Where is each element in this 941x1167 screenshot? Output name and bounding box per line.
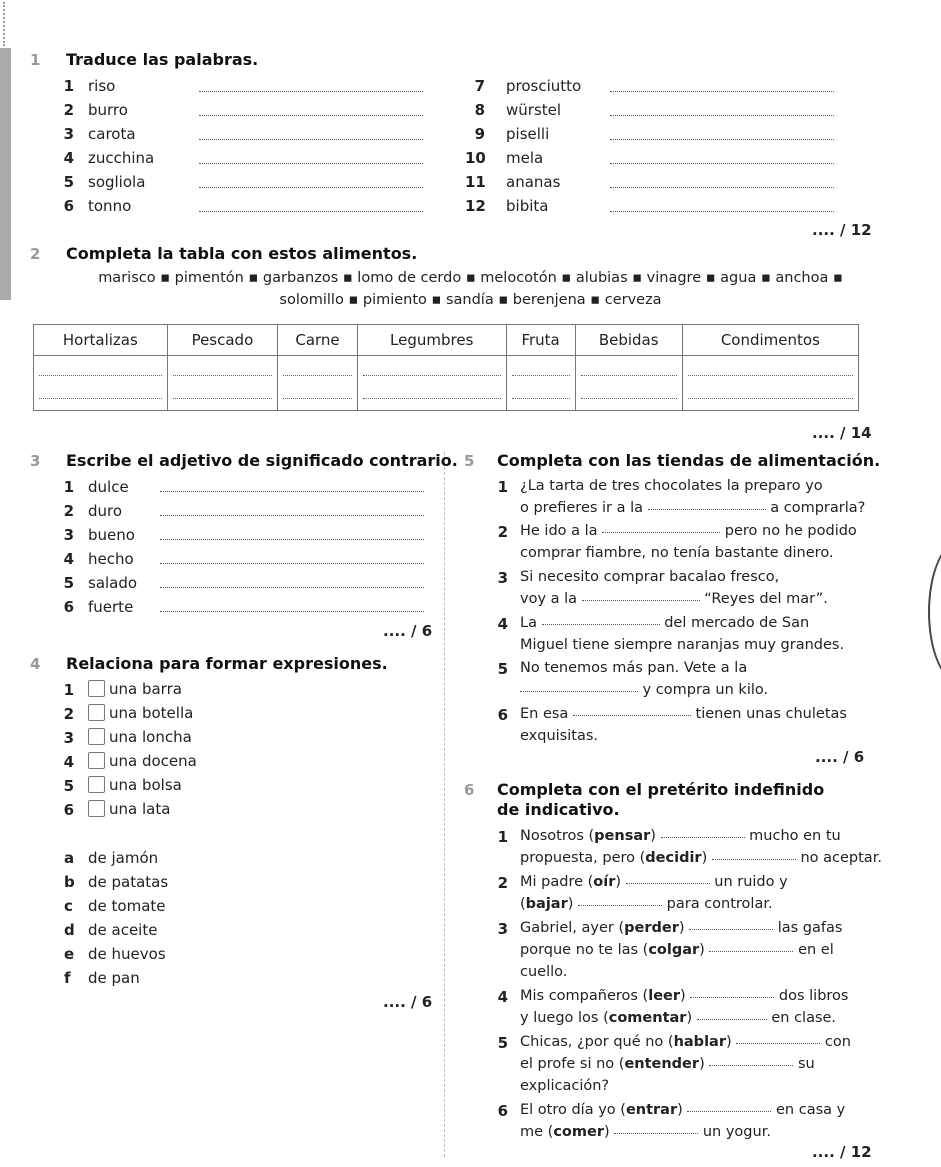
option-letter: d <box>64 921 75 939</box>
answer-gap[interactable] <box>602 532 720 533</box>
item-word: burro <box>88 101 128 119</box>
column-header: Pescado <box>167 325 277 356</box>
question-number: 1 <box>497 478 508 496</box>
question-text: o prefieres ir a la a comprarla? <box>520 500 866 516</box>
option-text: de patatas <box>88 873 169 891</box>
match-item <box>88 680 182 698</box>
answer-gap[interactable] <box>614 1133 698 1134</box>
answer-cell[interactable] <box>167 356 277 411</box>
answer-line[interactable] <box>199 115 423 116</box>
match-item <box>88 704 193 722</box>
section-6-score: .... / 12 <box>812 1143 872 1161</box>
option-letter: f <box>64 969 71 987</box>
question-text: me (comer) un yogur. <box>520 1124 771 1140</box>
item-word: bueno <box>88 526 135 544</box>
item-word: salado <box>88 574 138 592</box>
match-item <box>88 776 182 794</box>
checkbox[interactable] <box>88 776 105 793</box>
question-text: En esa tienen unas chuletas <box>520 706 847 722</box>
item-word: dulce <box>88 478 129 496</box>
checkbox[interactable] <box>88 800 105 817</box>
answer-line[interactable] <box>160 563 424 564</box>
question-text: y luego los (comentar) en clase. <box>520 1010 837 1026</box>
item-number: 4 <box>63 550 74 568</box>
item-word: würstel <box>506 101 562 119</box>
answer-line[interactable] <box>199 187 423 188</box>
answer-line[interactable] <box>610 91 834 92</box>
answer-cell[interactable] <box>682 356 858 411</box>
question-text: (bajar) para controlar. <box>520 896 773 912</box>
question-number: 5 <box>497 660 508 678</box>
item-number: 4 <box>63 753 74 771</box>
answer-gap[interactable] <box>582 600 700 601</box>
question-text: ¿La tarta de tres chocolates la preparo yo <box>520 478 823 494</box>
answer-gap[interactable] <box>648 509 766 510</box>
verb: bajar <box>525 896 568 912</box>
item-number: 6 <box>63 598 74 616</box>
verb: comentar <box>608 1010 687 1026</box>
section-3-score: .... / 6 <box>383 622 433 640</box>
answer-cell[interactable] <box>506 356 575 411</box>
verb: colgar <box>648 942 700 958</box>
item-number: 1 <box>63 77 74 95</box>
item-word: ananas <box>506 173 561 191</box>
section-1-score: .... / 12 <box>812 221 872 239</box>
question-number: 3 <box>497 920 508 938</box>
left-dotted-edge <box>3 2 5 46</box>
answer-gap[interactable] <box>573 715 691 716</box>
question-number: 2 <box>497 523 508 541</box>
answer-line[interactable] <box>160 611 424 612</box>
answer-line[interactable] <box>199 163 423 164</box>
option-letter: a <box>64 849 75 867</box>
food-table <box>33 324 859 411</box>
item-word: carota <box>88 125 136 143</box>
answer-cell[interactable] <box>278 356 358 411</box>
answer-gap[interactable] <box>712 859 796 860</box>
question-text: Gabriel, ayer (perder) las gafas <box>520 920 843 936</box>
section-2-score: .... / 14 <box>812 424 872 442</box>
word-bank-line-2: solomillo ▪ pimiento ▪ sandía ▪ berenjena ▪ cerveza <box>279 292 662 308</box>
answer-gap[interactable] <box>689 929 773 930</box>
verb: entrar <box>625 1102 678 1118</box>
option-text: de tomate <box>88 897 166 915</box>
question-text: Mis compañeros (leer) dos libros <box>520 988 849 1004</box>
answer-gap[interactable] <box>542 624 660 625</box>
item-word: prosciutto <box>506 77 582 95</box>
option-text: de pan <box>88 969 140 987</box>
item-number: 3 <box>63 729 74 747</box>
answer-gap[interactable] <box>661 837 745 838</box>
section-1-number: 1 <box>30 51 41 69</box>
item-number: 2 <box>63 705 74 723</box>
item-word: una botella <box>109 704 194 722</box>
item-number: 2 <box>63 502 74 520</box>
question-text: Mi padre (oír) un ruido y <box>520 874 788 890</box>
item-number: 1 <box>63 681 74 699</box>
answer-cell[interactable] <box>34 356 168 411</box>
column-header: Bebidas <box>575 325 682 356</box>
section-6-number: 6 <box>464 781 475 799</box>
answer-gap[interactable] <box>736 1043 820 1044</box>
answer-line[interactable] <box>160 539 424 540</box>
answer-gap[interactable] <box>578 905 662 906</box>
answer-line[interactable] <box>610 139 834 140</box>
option-letter: b <box>64 873 75 891</box>
question-number: 5 <box>497 1034 508 1052</box>
table-answer-row <box>34 356 859 411</box>
option-text: de jamón <box>88 849 159 867</box>
verb: perder <box>624 920 679 936</box>
item-number: 6 <box>63 197 74 215</box>
answer-cell[interactable] <box>575 356 682 411</box>
match-item <box>88 800 170 818</box>
section-5-number: 5 <box>464 452 475 470</box>
question-number: 6 <box>497 706 508 724</box>
question-text: La del mercado de San <box>520 615 810 631</box>
item-word: una loncha <box>109 728 192 746</box>
question-number: 3 <box>497 569 508 587</box>
question-text: comprar fiambre, no tenía bastante dinero. <box>520 545 834 561</box>
question-text: exquisitas. <box>520 728 598 744</box>
answer-gap[interactable] <box>697 1019 767 1020</box>
section-3-title: Escribe el adjetivo de significado contrario. <box>66 451 458 470</box>
column-header: Legumbres <box>357 325 506 356</box>
item-word: duro <box>88 502 123 520</box>
item-number: 9 <box>474 125 485 143</box>
question-text: He ido a la pero no he podido <box>520 523 857 539</box>
answer-line[interactable] <box>610 115 834 116</box>
item-word: piselli <box>506 125 550 143</box>
item-number: 3 <box>63 125 74 143</box>
section-6-title-line-2: de indicativo. <box>497 800 620 819</box>
word-bank-line-1: marisco ▪ pimentón ▪ garbanzos ▪ lomo de cerdo ▪ melocotón ▪ alubias ▪ vinagre ▪ agua ▪ anchoa ▪ <box>98 270 843 286</box>
item-number: 10 <box>465 149 486 167</box>
checkbox[interactable] <box>88 704 105 721</box>
question-number: 6 <box>497 1102 508 1120</box>
answer-line[interactable] <box>199 139 423 140</box>
column-header: Fruta <box>506 325 575 356</box>
question-text: No tenemos más pan. Vete a la <box>520 660 748 676</box>
question-text: y compra un kilo. <box>520 682 768 698</box>
item-word: zucchina <box>88 149 155 167</box>
item-number: 7 <box>474 77 485 95</box>
section-3-number: 3 <box>30 452 41 470</box>
checkbox[interactable] <box>88 752 105 769</box>
answer-line[interactable] <box>199 211 423 212</box>
section-5-score: .... / 6 <box>815 748 865 766</box>
match-item <box>88 752 197 770</box>
item-word: una docena <box>109 752 197 770</box>
option-letter: e <box>64 945 75 963</box>
item-number: 8 <box>474 101 485 119</box>
section-1-title: Traduce las palabras. <box>66 50 259 69</box>
item-number: 1 <box>63 478 74 496</box>
answer-gap[interactable] <box>520 691 638 692</box>
item-word: una barra <box>109 680 182 698</box>
item-number: 6 <box>63 801 74 819</box>
question-text: El otro día yo (entrar) en casa y <box>520 1102 846 1118</box>
section-4-score: .... / 6 <box>383 993 433 1011</box>
verb: pensar <box>594 828 651 844</box>
item-number: 5 <box>63 173 74 191</box>
answer-gap[interactable] <box>709 1065 793 1066</box>
answer-line[interactable] <box>610 187 834 188</box>
item-number: 12 <box>465 197 486 215</box>
match-item <box>88 728 192 746</box>
section-5-title: Completa con las tiendas de alimentación. <box>497 451 881 470</box>
answer-line[interactable] <box>160 491 424 492</box>
verb: entender <box>624 1056 700 1072</box>
left-margin-bar <box>0 48 11 300</box>
answer-gap[interactable] <box>687 1111 771 1112</box>
item-word: riso <box>88 77 116 95</box>
answer-line[interactable] <box>610 211 834 212</box>
option-text: de aceite <box>88 921 158 939</box>
question-text: Nosotros (pensar) mucho en tu <box>520 828 841 844</box>
table-header-row <box>34 325 859 356</box>
item-number: 11 <box>465 173 486 191</box>
checkbox[interactable] <box>88 680 105 697</box>
question-text: explicación? <box>520 1078 610 1094</box>
question-text: cuello. <box>520 964 568 980</box>
column-header: Condimentos <box>682 325 858 356</box>
section-6-title-line-1: Completa con el pretérito indefinido <box>497 780 825 799</box>
item-word: una lata <box>109 800 171 818</box>
answer-line[interactable] <box>160 587 424 588</box>
verb: leer <box>648 988 681 1004</box>
answer-gap[interactable] <box>709 951 793 952</box>
item-word: fuerte <box>88 598 134 616</box>
checkbox[interactable] <box>88 728 105 745</box>
verb: comer <box>553 1124 604 1140</box>
answer-line[interactable] <box>160 515 424 516</box>
vertical-divider <box>444 452 445 1157</box>
option-text: de huevos <box>88 945 166 963</box>
column-header: Hortalizas <box>34 325 168 356</box>
question-number: 2 <box>497 874 508 892</box>
right-edge-curve <box>928 540 941 684</box>
item-number: 5 <box>63 777 74 795</box>
answer-gap[interactable] <box>626 883 710 884</box>
item-word: hecho <box>88 550 134 568</box>
verb: oír <box>593 874 616 890</box>
item-number: 3 <box>63 526 74 544</box>
section-2-number: 2 <box>30 245 41 263</box>
question-text: Miguel tiene siempre naranjas muy grandes. <box>520 637 845 653</box>
item-word: sogliola <box>88 173 146 191</box>
question-text: voy a la “Reyes del mar”. <box>520 591 828 607</box>
answer-line[interactable] <box>199 91 423 92</box>
section-2-title: Completa la tabla con estos alimentos. <box>66 244 418 263</box>
question-number: 4 <box>497 988 508 1006</box>
verb: decidir <box>645 850 702 866</box>
question-number: 1 <box>497 828 508 846</box>
item-word: mela <box>506 149 544 167</box>
question-text: Chicas, ¿por qué no (hablar) con <box>520 1034 851 1050</box>
column-header: Carne <box>278 325 358 356</box>
item-number: 2 <box>63 101 74 119</box>
question-text: Si necesito comprar bacalao fresco, <box>520 569 780 585</box>
section-4-title: Relaciona para formar expresiones. <box>66 654 388 673</box>
verb: hablar <box>673 1034 726 1050</box>
section-4-number: 4 <box>30 655 41 673</box>
item-word: una bolsa <box>109 776 182 794</box>
item-word: bibita <box>506 197 549 215</box>
option-letter: c <box>64 897 73 915</box>
item-number: 4 <box>63 149 74 167</box>
item-number: 5 <box>63 574 74 592</box>
answer-line[interactable] <box>610 163 834 164</box>
answer-cell[interactable] <box>357 356 506 411</box>
question-number: 4 <box>497 615 508 633</box>
item-word: tonno <box>88 197 132 215</box>
question-text: porque no te las (colgar) en el <box>520 942 834 958</box>
answer-gap[interactable] <box>690 997 774 998</box>
question-text: el profe si no (entender) su <box>520 1056 815 1072</box>
question-text: propuesta, pero (decidir) no aceptar. <box>520 850 882 866</box>
